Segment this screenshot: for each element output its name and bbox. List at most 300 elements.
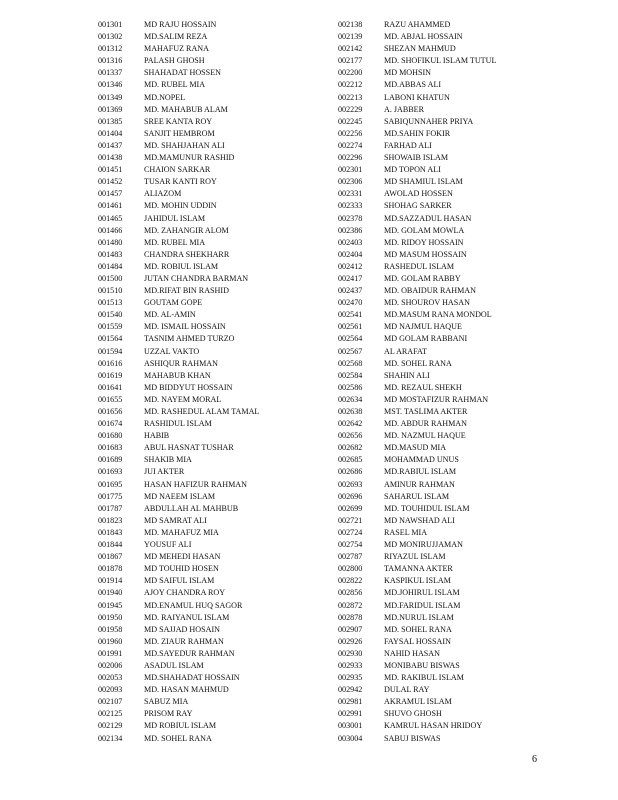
entry-id: 001991 — [98, 648, 123, 658]
list-item — [338, 104, 496, 116]
entry-name: SABUZ MIA — [144, 697, 189, 707]
entry-id: 002274 — [338, 140, 363, 150]
list-item — [98, 152, 259, 164]
entry-id: 002800 — [338, 564, 363, 574]
entry-name: KASPIKUL ISLAM — [384, 576, 451, 586]
entry-name: RASHEDUL ISLAM — [384, 261, 455, 271]
list-item — [338, 563, 496, 575]
entry-id: 002642 — [338, 419, 363, 429]
entry-id: 001674 — [98, 419, 123, 429]
entry-name: MD.ABBAS ALI — [384, 80, 442, 90]
entry-id: 002331 — [338, 189, 363, 199]
entry-id: 002696 — [338, 491, 363, 501]
entry-name: MD. SOHEL RANA — [144, 733, 212, 743]
list-item — [338, 406, 496, 418]
entry-name: MD. SHOFIKUL ISLAM TUTUL — [384, 56, 497, 66]
list-item — [338, 551, 496, 563]
entry-name: MD. GOLAM MOWLA — [384, 225, 465, 235]
entry-id: 002685 — [338, 455, 363, 465]
entry-name: MD.SALIM REZA — [144, 32, 208, 42]
entry-id: 002942 — [338, 685, 363, 695]
entry-name: MD.NOPEL — [144, 92, 186, 102]
list-item — [98, 636, 259, 648]
entry-id: 002693 — [338, 479, 363, 489]
entry-id: 001483 — [98, 249, 123, 259]
entry-id: 001656 — [98, 407, 123, 416]
entry-id: 001695 — [98, 479, 123, 489]
list-item — [98, 696, 259, 708]
entry-name: MD NAJMUL HAQUE — [384, 322, 462, 332]
entry-id: 002699 — [338, 503, 363, 513]
list-item — [98, 140, 259, 152]
entry-name: MD. ISMAIL HOSSAIN — [144, 322, 226, 332]
list-item — [98, 442, 259, 454]
entry-name: MD. MOHIN UDDIN — [144, 201, 217, 211]
entry-id: 003004 — [338, 733, 363, 743]
list-item — [338, 394, 496, 406]
list-item — [98, 612, 259, 624]
entry-name: MD SAMRAT ALI — [144, 515, 207, 525]
entry-name: SHAHADAT HOSSEN — [144, 68, 221, 78]
list-item — [338, 249, 496, 261]
entry-name: MD. OBAIDUR RAHMAN — [384, 286, 476, 296]
entry-id: 002138 — [338, 20, 363, 29]
list-item — [98, 79, 259, 91]
entry-id: 002139 — [338, 32, 363, 42]
list-item — [338, 382, 496, 394]
entry-id: 002129 — [98, 721, 123, 731]
entry-name: SREE KANTA ROY — [144, 116, 213, 126]
list-item — [338, 55, 496, 67]
list-item — [338, 636, 496, 648]
entry-name: MD.SAYEDUR RAHMAN — [144, 648, 235, 658]
list-item — [98, 333, 259, 345]
list-item — [98, 430, 259, 442]
entry-name: RAZU AHAMMED — [384, 20, 451, 29]
list-item — [98, 648, 259, 660]
list-item — [98, 200, 259, 212]
entry-id: 001914 — [98, 576, 123, 586]
entry-id: 001945 — [98, 600, 123, 610]
list-item — [338, 733, 496, 745]
entry-name: MD SAJJAD HOSAIN — [144, 624, 221, 634]
entry-name: MD. RIDOY HOSSAIN — [384, 237, 464, 247]
entry-id: 002006 — [98, 660, 123, 670]
entry-name: MD. HASAN MAHMUD — [144, 685, 229, 695]
list-item — [338, 213, 496, 225]
entry-name: ASHIQUR RAHMAN — [144, 358, 218, 368]
entry-name: MD. REZAUL SHEKH — [384, 382, 462, 392]
list-item — [338, 333, 496, 345]
entry-name: PALASH GHOSH — [144, 56, 205, 66]
list-item — [338, 273, 496, 285]
entry-id: 001513 — [98, 298, 123, 308]
entry-id: 001960 — [98, 636, 123, 646]
entry-name: MD. ZIAUR RAHMAN — [144, 636, 224, 646]
list-item — [338, 31, 496, 43]
list-item — [338, 309, 496, 321]
entry-id: 002724 — [338, 527, 363, 537]
entry-id: 002686 — [338, 467, 363, 477]
list-item — [338, 466, 496, 478]
entry-id: 001452 — [98, 177, 123, 187]
list-item — [98, 720, 259, 732]
entry-name: MD.MAMUNUR RASHID — [144, 153, 235, 163]
entry-name: SHOWAIB ISLAM — [384, 153, 449, 163]
list-item — [98, 454, 259, 466]
entry-id: 002256 — [338, 128, 363, 138]
list-item — [98, 575, 259, 587]
entry-id: 001564 — [98, 334, 123, 344]
entry-name: MD.NURUL ISLAM — [384, 612, 454, 622]
list-item — [338, 612, 496, 624]
entry-id: 001404 — [98, 128, 123, 138]
entry-id: 002564 — [338, 334, 363, 344]
entry-id: 003001 — [338, 721, 363, 731]
entry-name: MAHAFUZ RANA — [144, 44, 209, 54]
left-column — [98, 19, 259, 745]
entry-name: MD.MASUM RANA MONDOL — [384, 310, 492, 320]
entry-id: 001641 — [98, 382, 123, 392]
list-item — [338, 539, 496, 551]
list-item — [338, 346, 496, 358]
entry-name: HABIB — [144, 431, 170, 441]
list-item — [98, 225, 259, 237]
list-item — [338, 79, 496, 91]
entry-id: 001616 — [98, 358, 123, 368]
entry-id: 002991 — [338, 709, 363, 719]
list-item — [338, 188, 496, 200]
entry-id: 002200 — [338, 68, 363, 78]
entry-name: MD. MAHAFUZ MIA — [144, 527, 219, 537]
entry-id: 001958 — [98, 624, 123, 634]
list-item — [98, 479, 259, 491]
list-item — [98, 273, 259, 285]
entry-name: MD. RUBEL MIA — [144, 80, 206, 90]
list-item — [338, 225, 496, 237]
list-item — [338, 261, 496, 273]
entry-name: MD.SHAHADAT HOSSAIN — [144, 673, 240, 683]
entry-id: 001461 — [98, 201, 123, 211]
entry-id: 002245 — [338, 116, 363, 126]
entry-name: MD.RABIUL ISLAM — [384, 467, 457, 477]
list-item — [338, 587, 496, 599]
entry-id: 002470 — [338, 298, 363, 308]
entry-id: 002567 — [338, 346, 363, 356]
list-item — [98, 624, 259, 636]
entry-id: 002981 — [338, 697, 363, 707]
entry-id: 001466 — [98, 225, 123, 235]
entry-name: NAHID HASAN — [384, 648, 440, 658]
entry-name: AKRAMUL ISLAM — [384, 697, 452, 707]
entry-name: MD NAWSHAD ALI — [384, 515, 455, 525]
entry-name: MD. MAHABUB ALAM — [144, 104, 228, 114]
entry-id: 002754 — [338, 540, 363, 550]
entry-name: TASNIM AHMED TURZO — [144, 334, 235, 344]
list-item — [338, 442, 496, 454]
list-item — [338, 600, 496, 612]
entry-id: 002584 — [338, 370, 363, 380]
entry-id: 002306 — [338, 177, 363, 187]
entry-id: 002856 — [338, 588, 363, 598]
list-item — [338, 454, 496, 466]
entry-name: MD TOPON ALI — [384, 165, 441, 175]
entry-name: JUI AKTER — [144, 467, 185, 477]
entry-id: 002437 — [338, 286, 363, 296]
entry-name: FAYSAL HOSSAIN — [384, 636, 451, 646]
list-item — [338, 297, 496, 309]
entry-name: MD TOUHID HOSEN — [144, 564, 219, 574]
entry-name: AWOLAD HOSSEN — [384, 189, 453, 199]
entry-name: MD. SHOUROV HASAN — [384, 298, 470, 308]
entry-name: SHAHIN ALI — [384, 370, 430, 380]
list-item — [98, 309, 259, 321]
list-item — [98, 104, 259, 116]
entry-name: MAHABUB KHAN — [144, 370, 211, 380]
list-item — [98, 92, 259, 104]
entry-id: 001844 — [98, 540, 123, 550]
entry-name: MD BIDDYUT HOSSAIN — [144, 382, 233, 392]
entry-name: DULAL RAY — [384, 685, 430, 695]
entry-name: SHOHAG SARKER — [384, 201, 452, 211]
entry-name: MST. TASLIMA AKTER — [384, 407, 468, 416]
entry-id: 001480 — [98, 237, 123, 247]
entry-name: MD. NAYEM MORAL — [144, 394, 222, 404]
list-item — [338, 237, 496, 249]
entry-name: MD GOLAM RABBANI — [384, 334, 468, 344]
list-item — [338, 92, 496, 104]
entry-id: 002721 — [338, 515, 363, 525]
entry-name: MD. ZAHANGIR ALOM — [144, 225, 229, 235]
entry-id: 002404 — [338, 249, 363, 259]
list-item — [98, 587, 259, 599]
entry-id: 002412 — [338, 261, 363, 271]
list-item — [98, 67, 259, 79]
entry-name: SANJIT HEMBROM — [144, 128, 215, 138]
entry-name: MD.JOHIRUL ISLAM — [384, 588, 460, 598]
entry-name: MD.MASUD MIA — [384, 443, 447, 453]
entry-name: MD.RIFAT BIN RASHID — [144, 286, 229, 296]
list-item — [338, 140, 496, 152]
entry-id: 001693 — [98, 467, 123, 477]
entry-name: MD SHAMIUL ISLAM — [384, 177, 463, 187]
list-item — [98, 394, 259, 406]
list-item — [338, 527, 496, 539]
list-item — [98, 55, 259, 67]
entry-name: MD. SOHEL RANA — [384, 624, 452, 634]
right-column — [338, 19, 496, 745]
entry-id: 001510 — [98, 286, 123, 296]
entry-name: MD. SOHEL RANA — [384, 358, 452, 368]
entry-name: MD MOSTAFIZUR RAHMAN — [384, 394, 489, 404]
entry-id: 002634 — [338, 394, 363, 404]
list-item — [98, 346, 259, 358]
entry-id: 001680 — [98, 431, 123, 441]
list-item — [98, 370, 259, 382]
entry-id: 002403 — [338, 237, 363, 247]
entry-id: 002933 — [338, 660, 363, 670]
list-item — [98, 503, 259, 515]
list-item — [338, 648, 496, 660]
list-item — [98, 19, 259, 31]
entry-id: 002872 — [338, 600, 363, 610]
entry-name: ABUL HASNAT TUSHAR — [144, 443, 234, 453]
entry-name: MD. GOLAM RABBY — [384, 273, 461, 283]
entry-id: 002541 — [338, 310, 363, 320]
entry-id: 001940 — [98, 588, 123, 598]
entry-name: MD ROBIUL ISLAM — [144, 721, 217, 731]
list-item — [98, 660, 259, 672]
entry-name: FARHAD ALI — [384, 140, 432, 150]
list-item — [338, 430, 496, 442]
list-item — [338, 164, 496, 176]
entry-name: MD SAIFUL ISLAM — [144, 576, 215, 586]
entry-name: CHANDRA SHEKHARR — [144, 249, 230, 259]
entry-name: RIYAZUL ISLAM — [384, 552, 446, 562]
entry-name: MD. AL-AMIN — [144, 310, 196, 320]
entry-id: 001823 — [98, 515, 123, 525]
entry-id: 001457 — [98, 189, 123, 199]
entry-id: 002212 — [338, 80, 363, 90]
entry-id: 002878 — [338, 612, 363, 622]
entry-id: 002177 — [338, 56, 363, 66]
entry-name: LABONI KHATUN — [384, 92, 450, 102]
entry-name: MD.SAHIN FOKIR — [384, 128, 451, 138]
list-item — [338, 128, 496, 140]
entry-id: 001312 — [98, 44, 123, 54]
entry-id: 002787 — [338, 552, 363, 562]
entry-name: SHEZAN MAHMUD — [384, 44, 456, 54]
entry-name: A. JABBER — [384, 104, 425, 114]
list-item — [98, 551, 259, 563]
entry-id: 002638 — [338, 407, 363, 416]
entry-id: 002134 — [98, 733, 123, 743]
list-item — [338, 696, 496, 708]
entry-id: 002926 — [338, 636, 363, 646]
list-item — [98, 418, 259, 430]
entry-name: SHAKIB MIA — [144, 455, 192, 465]
list-item — [338, 285, 496, 297]
entry-id: 002561 — [338, 322, 363, 332]
entry-name: UZZAL VAKTO — [144, 346, 200, 356]
list-item — [98, 176, 259, 188]
list-item — [98, 285, 259, 297]
entry-name: MD. RASHEDUL ALAM TAMAL — [144, 407, 260, 416]
entry-id: 001683 — [98, 443, 123, 453]
entry-id: 002093 — [98, 685, 123, 695]
entry-name: JAHIDUL ISLAM — [144, 213, 206, 223]
list-item — [98, 213, 259, 225]
entry-id: 002386 — [338, 225, 363, 235]
list-item — [98, 249, 259, 261]
list-item — [338, 358, 496, 370]
entry-id: 001775 — [98, 491, 123, 501]
list-item — [98, 733, 259, 745]
entry-name: MD. RAKIBUL ISLAM — [384, 673, 464, 683]
entry-name: RASEL MIA — [384, 527, 428, 537]
entry-name: AMINUR RAHMAN — [384, 479, 455, 489]
entry-name: CHAION SARKAR — [144, 165, 211, 175]
entry-id: 001878 — [98, 564, 123, 574]
entry-id: 002930 — [338, 648, 363, 658]
entry-id: 002053 — [98, 673, 123, 683]
list-item — [98, 684, 259, 696]
entry-id: 001437 — [98, 140, 123, 150]
entry-name: KAMRUL HASAN HRIDOY — [384, 721, 483, 731]
list-item — [98, 563, 259, 575]
entry-id: 002656 — [338, 431, 363, 441]
entry-id: 001594 — [98, 346, 123, 356]
list-item — [338, 116, 496, 128]
list-item — [338, 660, 496, 672]
entry-id: 002107 — [98, 697, 123, 707]
entry-name: GOUTAM GOPE — [144, 298, 203, 308]
entry-name: ASADUL ISLAM — [144, 660, 204, 670]
entry-id: 001346 — [98, 80, 123, 90]
entry-name: MD. RUBEL MIA — [144, 237, 206, 247]
list-item — [98, 406, 259, 418]
entry-name: MONIBABU BISWAS — [384, 660, 460, 670]
entry-name: ALIAZOM — [144, 189, 182, 199]
list-item — [338, 321, 496, 333]
entry-id: 001950 — [98, 612, 123, 622]
entry-name: TAMANNA AKTER — [384, 564, 453, 574]
entry-id: 001369 — [98, 104, 123, 114]
entry-id: 002935 — [338, 673, 363, 683]
entry-id: 002296 — [338, 153, 363, 163]
entry-name: MD. ABJAL HOSSAIN — [384, 32, 463, 42]
entry-id: 001465 — [98, 213, 123, 223]
entry-id: 001385 — [98, 116, 123, 126]
entry-name: HASAN HAFIZUR RAHMAN — [144, 479, 247, 489]
entry-id: 001619 — [98, 370, 123, 380]
list-item — [338, 515, 496, 527]
list-item — [98, 237, 259, 249]
entry-id: 002301 — [338, 165, 363, 175]
entry-name: MD RAJU HOSSAIN — [144, 20, 217, 29]
entry-name: RASHIDUL ISLAM — [144, 419, 212, 429]
entry-name: JUTAN CHANDRA BARMAN — [144, 273, 249, 283]
list-item — [98, 672, 259, 684]
entry-id: 001689 — [98, 455, 123, 465]
list-item — [338, 176, 496, 188]
list-item — [98, 43, 259, 55]
entry-id: 001451 — [98, 165, 123, 175]
entry-name: MD MOHSIN — [384, 68, 431, 78]
entry-id: 001337 — [98, 68, 123, 78]
list-item — [338, 67, 496, 79]
list-item — [338, 575, 496, 587]
entry-id: 002378 — [338, 213, 363, 223]
entry-name: SHUVO GHOSH — [384, 709, 442, 719]
entry-id: 001301 — [98, 20, 123, 29]
list-item — [338, 152, 496, 164]
entry-id: 001500 — [98, 273, 123, 283]
list-item — [98, 116, 259, 128]
list-item — [98, 708, 259, 720]
entry-id: 002907 — [338, 624, 363, 634]
page-number: 6 — [532, 754, 537, 765]
entry-name: MD. NAZMUL HAQUE — [384, 431, 466, 441]
entry-id: 001349 — [98, 92, 123, 102]
list-item — [98, 515, 259, 527]
entry-name: MD MONIRUJJAMAN — [384, 540, 463, 550]
entry-name: MD MASUM HOSSAIN — [384, 249, 467, 259]
list-item — [338, 720, 496, 732]
entry-name: SABUJ BISWAS — [384, 733, 441, 743]
list-item — [338, 418, 496, 430]
list-item — [338, 672, 496, 684]
